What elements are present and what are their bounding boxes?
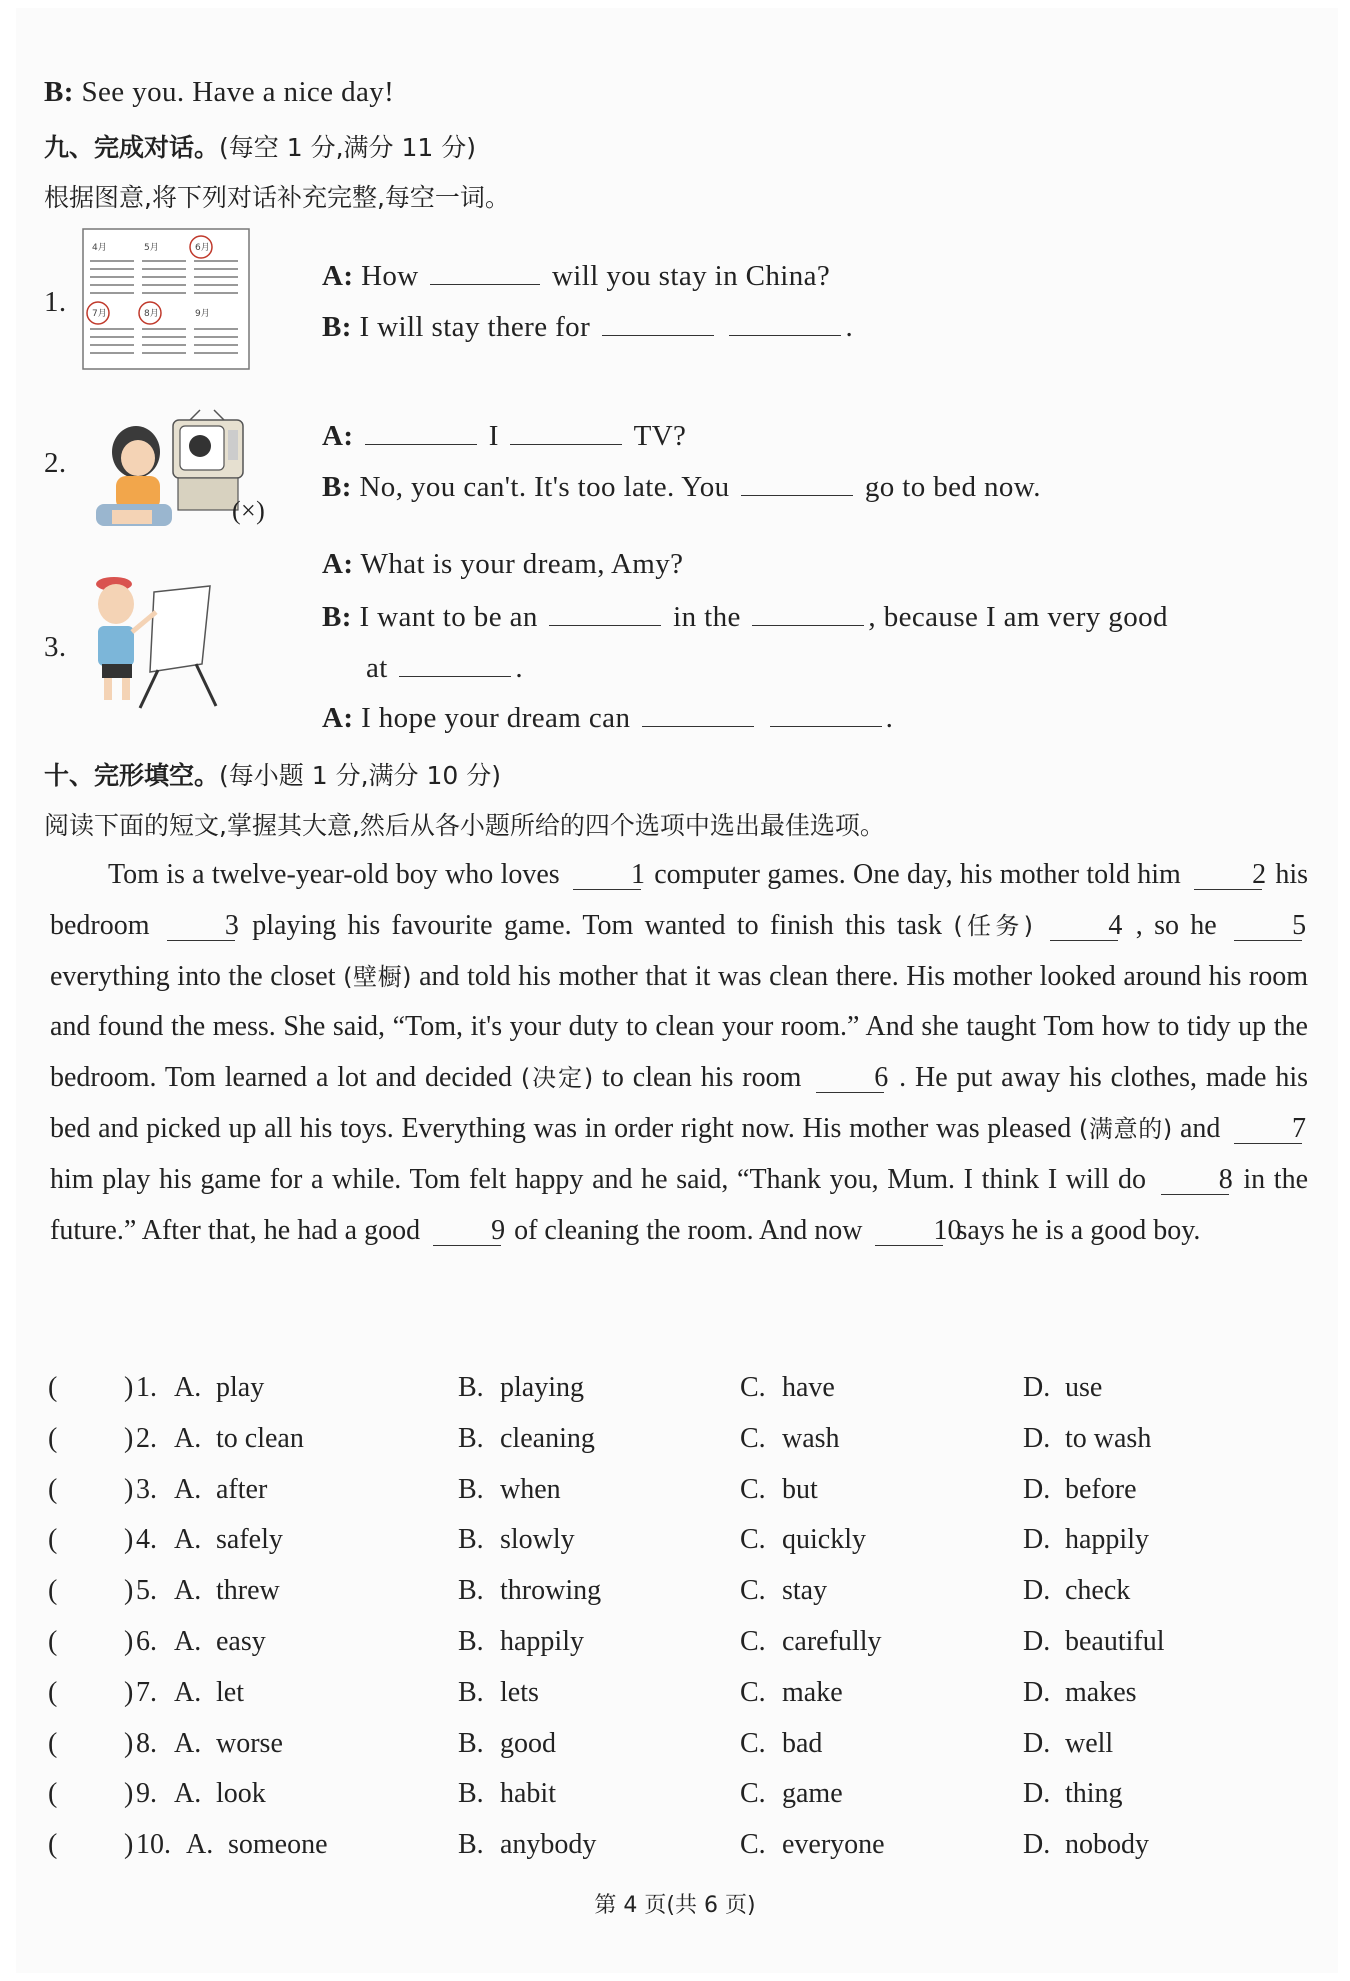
top-dialogue-line [44,76,394,109]
option-d[interactable]: happily [1065,1524,1149,1556]
option-d[interactable]: to wash [1065,1422,1152,1454]
option-letter: A. [174,1473,202,1505]
answer-blank[interactable] [399,650,511,677]
section9-title: 九、完成对话。 [44,133,220,162]
question-number: 2. [136,1422,157,1454]
option-d[interactable]: beautiful [1065,1626,1165,1657]
dialogue-text: See you. Have a nice day! [81,76,395,108]
option-d[interactable]: makes [1065,1676,1137,1708]
option-letter: C. [740,1473,766,1505]
question-number: 5. [136,1575,157,1607]
option-letter: C. [740,1575,766,1607]
answer-blank[interactable] [729,309,841,336]
cloze-blank[interactable]: 4 [1050,912,1118,941]
answer-blank[interactable] [770,700,882,727]
cloze-blank[interactable]: 1 [573,861,641,890]
option-a[interactable]: to clean [216,1422,304,1454]
option-b[interactable]: cleaning [500,1422,595,1454]
passage-text: and [1179,1112,1221,1144]
option-letter: C. [740,1778,766,1810]
option-d[interactable]: check [1065,1575,1131,1607]
answer-paren-open[interactable]: ( [48,1422,58,1454]
cloze-blank[interactable]: 2 [1194,861,1262,890]
answer-blank[interactable] [642,700,754,727]
option-a[interactable]: play [216,1372,265,1403]
q1-line-a [322,258,830,293]
passage-text: playing his favourite game. Tom wanted to finish this task [252,909,942,941]
question-number: 3. [136,1473,157,1505]
punctuation: . [515,652,524,684]
answer-paren-close[interactable]: ) [124,1575,134,1607]
cloze-blank[interactable]: 5 [1234,912,1302,941]
dialogue-text: TV? [633,420,687,452]
passage-gloss: (满意的) [1078,1114,1173,1143]
answer-paren-open[interactable]: ( [48,1524,58,1556]
option-b[interactable]: slowly [500,1524,575,1556]
passage-gloss: (决定) [520,1064,594,1093]
section10-title: 十、完形填空。 [44,761,220,790]
answer-paren-close[interactable]: ) [124,1372,134,1403]
option-letter: C. [740,1372,766,1403]
answer-paren-open[interactable]: ( [48,1829,58,1861]
option-d[interactable]: use [1065,1372,1103,1403]
cloze-blank[interactable]: 8 [1161,1166,1229,1195]
option-b[interactable]: lets [500,1676,539,1708]
option-a[interactable]: let [216,1676,244,1708]
punctuation: . [885,702,894,734]
speaker-label: B: [322,601,352,633]
page-footer: 第 4 页(共 6 页) [594,1893,756,1918]
option-letter: C. [740,1727,766,1759]
option-c[interactable]: make [782,1676,843,1708]
option-letter: D. [1023,1676,1051,1708]
passage-text: his bedroom [50,859,1309,941]
speaker-label: A: [322,420,354,452]
option-c[interactable]: everyone [782,1829,885,1861]
answer-blank[interactable] [752,599,864,626]
option-letter: B. [458,1676,484,1708]
dialogue-text: I hope your dream can [361,702,631,734]
answer-paren-close[interactable]: ) [124,1727,134,1759]
answer-paren-open[interactable]: ( [48,1727,58,1759]
answer-paren-close[interactable]: ) [124,1524,134,1556]
passage-text: him play his game for a while. Tom felt happy and he said, “Thank you, Mum. I think I will do [50,1163,1147,1195]
forbidden-mark: (×) [232,496,266,525]
option-letter: B. [458,1778,484,1810]
option-letter: B. [458,1727,484,1759]
option-a[interactable]: after [216,1473,268,1505]
speaker-label: B: [44,76,74,108]
question-number: 8. [136,1727,157,1759]
dialogue-text: will you stay in China? [551,260,831,292]
cloze-blank[interactable]: 3 [167,912,235,941]
answer-paren-close[interactable]: ) [124,1778,134,1810]
option-letter: B. [458,1422,484,1454]
speaker-label: B: [322,311,352,343]
option-letter: C. [740,1829,766,1861]
answer-paren-open[interactable]: ( [48,1575,58,1607]
answer-paren-close[interactable]: ) [124,1626,134,1657]
passage-text: of cleaning the room. And now [514,1214,863,1246]
option-b[interactable]: when [500,1473,561,1505]
section9-heading [44,128,476,164]
cloze-blank[interactable]: 6 [816,1064,884,1093]
section9-score: (每空 1 分,满分 11 分) [219,133,476,162]
option-c[interactable]: have [782,1372,835,1403]
cloze-passage [50,850,1308,1256]
dialogue-text: How [361,260,419,292]
q3-number: 3. [44,631,67,663]
option-letter: C. [740,1676,766,1708]
q3-line-b2 [366,650,523,685]
month-label-6: 6月 [195,243,210,253]
section10-instruction: 阅读下面的短文,掌握其大意,然后从各小题所给的四个选项中选出最佳选项。 [44,811,885,840]
passage-text: in the future.” After that, he had a good [50,1163,1309,1246]
speaker-label: B: [322,471,352,503]
month-label-5: 5月 [144,243,159,253]
option-c[interactable]: bad [782,1727,823,1759]
option-c[interactable]: game [782,1778,843,1810]
answer-blank[interactable] [602,309,714,336]
option-letter: A. [174,1575,202,1607]
option-letter: A. [174,1626,202,1657]
option-a[interactable]: easy [216,1626,266,1657]
passage-gloss: (壁橱) [343,962,412,991]
option-letter: A. [174,1422,202,1454]
punctuation: . [845,311,854,343]
answer-blank[interactable] [741,469,853,496]
option-d[interactable]: before [1065,1473,1137,1505]
dialogue-text: I [488,420,499,452]
answer-paren-close[interactable]: ) [124,1829,134,1861]
q3-line-a2 [322,700,893,735]
q1-line-b [322,309,853,344]
option-a[interactable]: safely [216,1524,283,1556]
option-letter: A. [174,1727,202,1759]
question-number: 7. [136,1676,157,1708]
month-label-4: 4月 [92,243,107,253]
option-letter: A. [174,1778,202,1810]
question-number: 10. [136,1829,171,1861]
q3-line-a1 [322,548,683,581]
option-b[interactable]: good [500,1727,556,1759]
option-letter: D. [1023,1575,1051,1607]
option-d[interactable]: well [1065,1727,1114,1759]
option-b[interactable]: habit [500,1778,556,1810]
option-c[interactable]: but [782,1473,818,1505]
option-letter: C. [740,1626,766,1657]
option-letter: B. [458,1575,484,1607]
q2-line-a [322,418,686,453]
option-c[interactable]: carefully [782,1626,882,1657]
option-letter: B. [458,1473,484,1505]
dialogue-text: I will stay there for [359,311,591,343]
answer-paren-open[interactable]: ( [48,1372,58,1403]
option-b[interactable]: anybody [500,1829,597,1861]
option-letter: A. [174,1676,202,1708]
option-letter: C. [740,1524,766,1556]
dialogue-text: , because I am very good [868,601,1168,633]
option-letter: D. [1023,1778,1051,1810]
speaker-label: A: [322,260,354,292]
dialogue-text: in the [673,601,741,633]
calendar-illustration [82,228,250,370]
section9-instruction: 根据图意,将下列对话补充完整,每空一词。 [44,183,510,212]
section10-heading [44,756,501,792]
option-letter: D. [1023,1372,1051,1403]
option-d[interactable]: thing [1065,1778,1123,1810]
option-b[interactable]: throwing [500,1575,602,1607]
option-letter: D. [1023,1727,1051,1759]
answer-paren-open[interactable]: ( [48,1626,58,1657]
option-a[interactable]: worse [216,1727,283,1759]
answer-paren-open[interactable]: ( [48,1676,58,1708]
dialogue-text: What is your dream, Amy? [360,548,684,580]
dialogue-text: at [366,652,388,684]
option-letter: B. [458,1524,484,1556]
answer-paren-close[interactable]: ) [124,1422,134,1454]
option-b[interactable]: playing [500,1372,584,1403]
dialogue-text: go to bed now. [864,471,1041,503]
answer-blank[interactable] [510,418,622,445]
answer-paren-close[interactable]: ) [124,1676,134,1708]
passage-text: says he is a good boy. [956,1214,1201,1246]
speaker-label: A: [322,548,354,580]
answer-blank[interactable] [430,258,540,285]
answer-paren-open[interactable]: ( [48,1778,58,1810]
q2-line-b [322,469,1041,504]
q1-number: 1. [44,286,67,318]
month-label-8: 8月 [144,309,159,319]
option-letter: B. [458,1372,484,1403]
passage-text: computer games. One day, his mother told him [654,859,1181,890]
option-d[interactable]: nobody [1065,1829,1149,1861]
option-letter: C. [740,1422,766,1454]
option-c[interactable]: wash [782,1422,840,1454]
question-number: 9. [136,1778,157,1810]
option-a[interactable]: threw [216,1575,280,1607]
passage-text: Tom is a twelve-year-old boy who loves [108,859,560,890]
cloze-blank[interactable]: 10 [875,1217,943,1246]
option-letter: D. [1023,1422,1051,1454]
answer-paren-open[interactable]: ( [48,1473,58,1505]
answer-paren-close[interactable]: ) [124,1473,134,1505]
passage-text: and told his mother that it was clean there. His mother looked around his room and found the mess. She said, “Tom, it's your duty to clean your room.” And she taught Tom how to tidy up the bedroom. Tom learned a lot and decided [50,960,1309,1094]
option-letter: B. [458,1829,484,1861]
passage-text: everything into the closet [50,960,336,992]
option-letter: D. [1023,1626,1051,1657]
option-b[interactable]: happily [500,1626,584,1657]
question-number: 6. [136,1626,157,1657]
cloze-blank[interactable]: 9 [433,1217,501,1246]
option-c[interactable]: stay [782,1575,828,1607]
dialogue-text: I want to be an [359,601,538,633]
option-letter: D. [1023,1829,1051,1861]
passage-text: . He put away his clothes, made his bed and picked up all his toys. Everything was in order right now. His mother was pleased [50,1062,1309,1144]
answer-blank[interactable] [365,418,477,445]
q3-line-b1 [322,599,1168,634]
option-letter: B. [458,1626,484,1657]
passage-text: to clean his room [602,1062,802,1094]
option-letter: A. [186,1829,214,1861]
question-number: 4. [136,1524,157,1556]
option-c[interactable]: quickly [782,1524,866,1556]
option-letter: A. [174,1372,202,1403]
girl-painting-illustration [84,572,224,712]
passage-text: , so he [1135,909,1217,941]
option-letter: A. [174,1524,202,1556]
month-label-7: 7月 [92,309,107,319]
option-a[interactable]: someone [228,1829,328,1861]
speaker-label: A: [322,702,354,734]
option-a[interactable]: look [216,1778,266,1810]
answer-blank[interactable] [549,599,661,626]
q2-number: 2. [44,447,67,479]
option-letter: D. [1023,1473,1051,1505]
option-letter: D. [1023,1524,1051,1556]
question-number: 1. [136,1372,157,1403]
month-label-9: 9月 [195,309,210,319]
dialogue-text: No, you can't. It's too late. You [359,471,730,503]
cloze-blank[interactable]: 7 [1234,1115,1302,1144]
section10-score: (每小题 1 分,满分 10 分) [219,761,501,790]
passage-gloss: (任务) [953,911,1034,940]
